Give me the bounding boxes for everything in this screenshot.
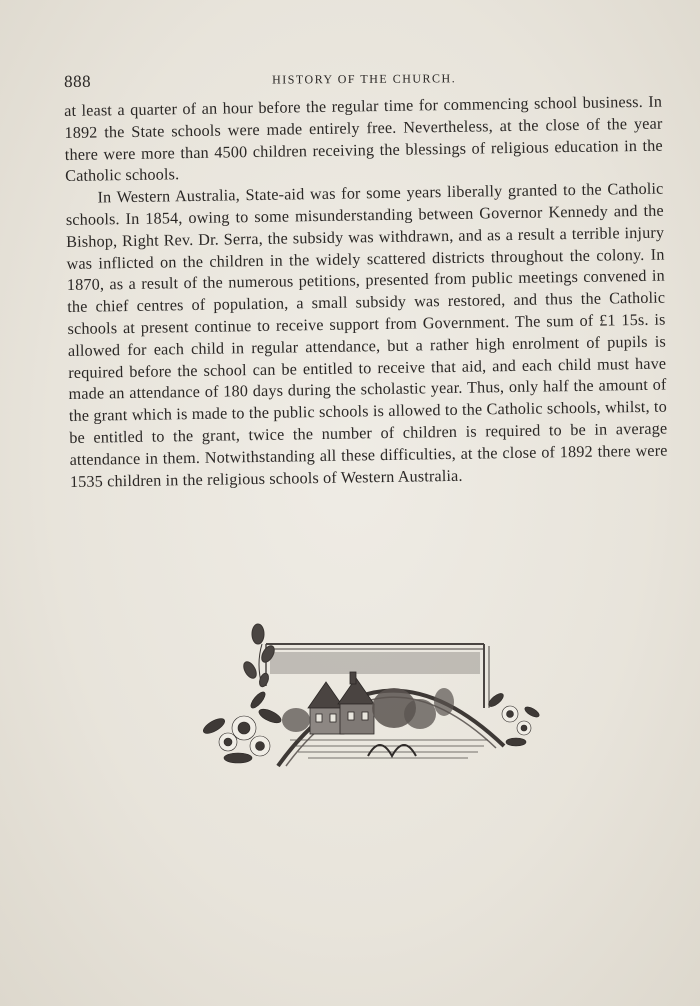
tailpiece-vignette-icon xyxy=(198,616,540,772)
paragraph-1: at least a quarter of an hour before the regular time for commencing school business. In 1892 the State schools were made entirely free. Nevertheless, at the close of the year there were more than 4500 children receiving the blessings of religious education in the Catholic schools. xyxy=(64,92,663,186)
running-title: HISTORY OF THE CHURCH. xyxy=(272,71,457,87)
body-text xyxy=(64,92,668,494)
paragraph-2: In Western Australia, State-aid was for some years liberally granted to the Catholic schools. In 1854, owing to some misunderstanding between Governor Kennedy and the Bishop, Right Rev. Dr. Serra, the subsidy was withdrawn, and as a result a terrible injury was inflicted on the children in the widely scattered districts throughout the colony. In 1870, as a result of the numerous petitions, presented from public meetings convened in the chief centres of population, a small subsidy was restored, and thus the Catholic schools at present continue to receive support from Government. The sum of £1 15s. is allowed for each child in regular attendance, but a rather high enrolment of pupils is required before the school can be entitled to receive that aid, and each child must have made an attendance of 180 days during the scholastic year. Thus, only half the amount of the grant which is made to the public schools is allowed to the Catholic schools, whilst, to be entitled to the grant, twice the number of children is required to be in average attendance in them. Notwithstanding all these difficulties, at the close of 1892 there were 1535 children in the religious schools of Western Australia. xyxy=(65,179,668,491)
page-number: 888 xyxy=(64,71,92,91)
page-header xyxy=(64,68,664,94)
